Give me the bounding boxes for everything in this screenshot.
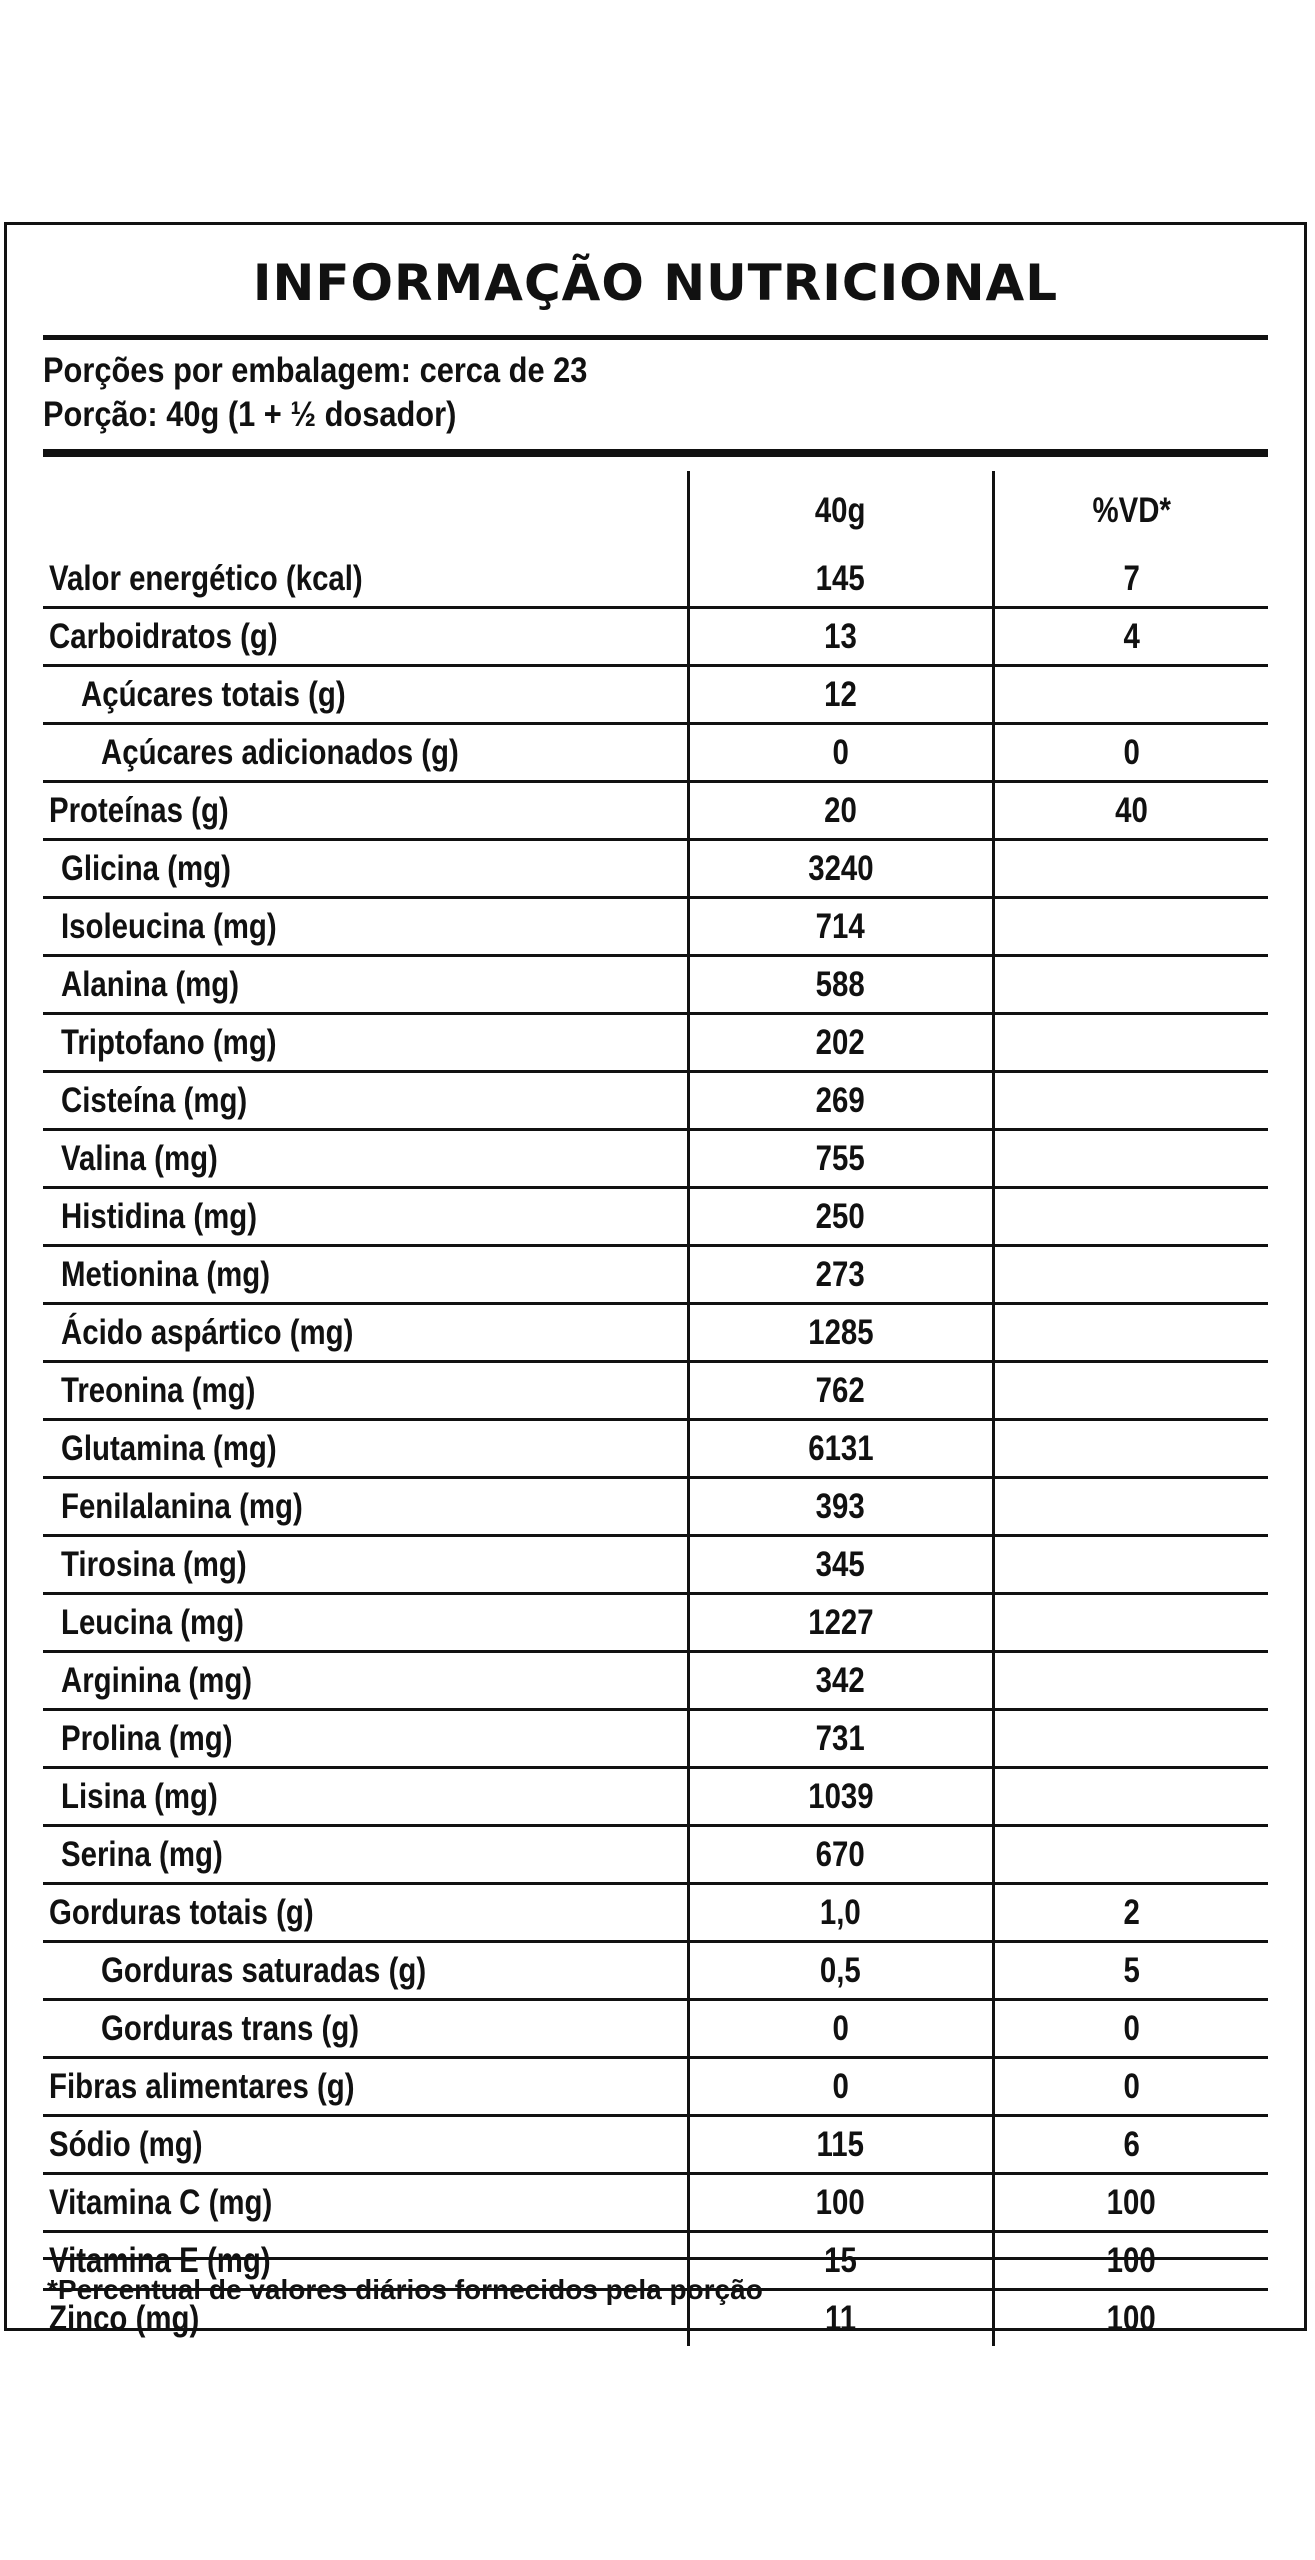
nutrient-amount: 100: [688, 2174, 993, 2232]
table-row: [43, 1942, 1268, 2000]
nutrient-name: Valor energético (kcal): [43, 551, 688, 608]
nutrient-name: Histidina (mg): [43, 1188, 688, 1246]
nutrient-daily-value: [993, 1536, 1268, 1594]
table-row: [43, 1826, 1268, 1884]
table-row: [43, 1130, 1268, 1188]
nutrient-name: Glicina (mg): [43, 840, 688, 898]
footnote: *Percentual de valores diários fornecidos pela porção: [47, 2274, 763, 2305]
nutrient-name: Sódio (mg): [43, 2116, 688, 2174]
nutrient-amount: 0: [688, 2000, 993, 2058]
nutrient-amount: 0: [688, 2058, 993, 2116]
nutrient-daily-value: 0: [993, 724, 1268, 782]
nutrient-daily-value: [993, 1478, 1268, 1536]
nutrient-daily-value: 0: [993, 2000, 1268, 2058]
table-row: [43, 551, 1268, 608]
nutrient-amount: 345: [688, 1536, 993, 1594]
nutrient-amount: 393: [688, 1478, 993, 1536]
nutrient-amount: 0: [688, 724, 993, 782]
table-row: [43, 1884, 1268, 1942]
table-row: [43, 782, 1268, 840]
table-row: [43, 1304, 1268, 1362]
nutrient-name: Serina (mg): [43, 1826, 688, 1884]
nutrient-amount: 250: [688, 1188, 993, 1246]
table-row: [43, 1246, 1268, 1304]
nutrient-daily-value: [993, 1362, 1268, 1420]
nutrient-amount: 1,0: [688, 1884, 993, 1942]
thick-divider: [43, 449, 1268, 457]
nutrient-amount: 202: [688, 1014, 993, 1072]
nutrient-amount: 12: [688, 666, 993, 724]
nutrient-name: Vitamina E (mg): [43, 2232, 688, 2290]
table-row: [43, 666, 1268, 724]
nutrient-name: Açúcares adicionados (g): [43, 724, 688, 782]
servings-per-package: Porções por embalagem: cerca de 23: [43, 351, 588, 390]
nutrient-name: Vitamina C (mg): [43, 2174, 688, 2232]
table-row: [43, 724, 1268, 782]
table-row: [43, 1768, 1268, 1826]
nutrient-daily-value: 6: [993, 2116, 1268, 2174]
nutrient-name: Tirosina (mg): [43, 1536, 688, 1594]
table-row: [43, 1188, 1268, 1246]
nutrient-amount: 714: [688, 898, 993, 956]
nutrient-amount: 115: [688, 2116, 993, 2174]
nutrient-daily-value: [993, 898, 1268, 956]
table-row: [43, 2000, 1268, 2058]
divider: [43, 335, 1268, 340]
table-row: [43, 840, 1268, 898]
nutrition-table-wrap: [43, 471, 1268, 2346]
nutrient-name: Fenilalanina (mg): [43, 1478, 688, 1536]
nutrient-name: Gorduras trans (g): [43, 2000, 688, 2058]
nutrient-daily-value: [993, 1710, 1268, 1768]
table-row: [43, 1652, 1268, 1710]
nutrient-name: Alanina (mg): [43, 956, 688, 1014]
nutrient-daily-value: 7: [993, 551, 1268, 608]
serving-info: [43, 349, 587, 437]
nutrient-daily-value: [993, 1072, 1268, 1130]
serving-size: Porção: 40g (1 + ½ dosador): [43, 395, 457, 434]
nutrient-daily-value: 100: [993, 2290, 1268, 2347]
nutrient-name: Isoleucina (mg): [43, 898, 688, 956]
nutrient-amount: 15: [688, 2232, 993, 2290]
nutrient-name: Leucina (mg): [43, 1594, 688, 1652]
table-row: [43, 1072, 1268, 1130]
nutrient-daily-value: [993, 1420, 1268, 1478]
nutrient-amount: 0,5: [688, 1942, 993, 2000]
table-row: [43, 1710, 1268, 1768]
nutrition-facts-panel: [4, 222, 1307, 2338]
nutrient-daily-value: [993, 1594, 1268, 1652]
nutrient-name: Fibras alimentares (g): [43, 2058, 688, 2116]
nutrient-name: Lisina (mg): [43, 1768, 688, 1826]
nutrient-daily-value: [993, 666, 1268, 724]
nutrient-amount: 755: [688, 1130, 993, 1188]
nutrient-amount: 20: [688, 782, 993, 840]
nutrient-amount: 3240: [688, 840, 993, 898]
nutrient-amount: 670: [688, 1826, 993, 1884]
table-row: [43, 1362, 1268, 1420]
nutrient-amount: 762: [688, 1362, 993, 1420]
nutrient-daily-value: [993, 1188, 1268, 1246]
table-row: [43, 1536, 1268, 1594]
table-row: [43, 2116, 1268, 2174]
nutrient-amount: 1285: [688, 1304, 993, 1362]
table-row: [43, 2058, 1268, 2116]
nutrient-daily-value: 2: [993, 1884, 1268, 1942]
nutrient-daily-value: [993, 1652, 1268, 1710]
nutrient-amount: 731: [688, 1710, 993, 1768]
nutrient-daily-value: 40: [993, 782, 1268, 840]
header-row: [43, 471, 1268, 551]
table-row: [43, 608, 1268, 666]
table-row: [43, 2174, 1268, 2232]
nutrient-name: Cisteína (mg): [43, 1072, 688, 1130]
table-row: [43, 956, 1268, 1014]
nutrient-amount: 342: [688, 1652, 993, 1710]
nutrient-name: Glutamina (mg): [43, 1420, 688, 1478]
nutrient-name: Ácido aspártico (mg): [43, 1304, 688, 1362]
header-vd: %VD*: [993, 471, 1268, 551]
nutrient-daily-value: [993, 1826, 1268, 1884]
nutrient-name: Prolina (mg): [43, 1710, 688, 1768]
header-blank: [43, 471, 688, 551]
table-row: [43, 1478, 1268, 1536]
table-row: [43, 1594, 1268, 1652]
nutrient-name: Triptofano (mg): [43, 1014, 688, 1072]
table-row: [43, 1014, 1268, 1072]
header-qty: 40g: [688, 471, 993, 551]
nutrient-amount: 13: [688, 608, 993, 666]
nutrient-daily-value: 0: [993, 2058, 1268, 2116]
nutrient-daily-value: 4: [993, 608, 1268, 666]
nutrient-name: Gorduras saturadas (g): [43, 1942, 688, 2000]
nutrient-amount: 588: [688, 956, 993, 1014]
nutrient-daily-value: [993, 1130, 1268, 1188]
table-title: INFORMAÇÃO NUTRICIONAL: [252, 254, 1059, 312]
nutrient-name: Açúcares totais (g): [43, 666, 688, 724]
nutrient-daily-value: [993, 1304, 1268, 1362]
nutrient-amount: 1227: [688, 1594, 993, 1652]
nutrient-daily-value: [993, 840, 1268, 898]
nutrient-daily-value: [993, 956, 1268, 1014]
nutrition-table: [43, 471, 1268, 2346]
footer-divider: [43, 2257, 1268, 2260]
nutrient-amount: 269: [688, 1072, 993, 1130]
nutrient-daily-value: 100: [993, 2232, 1268, 2290]
nutrient-name: Treonina (mg): [43, 1362, 688, 1420]
nutrient-name: Zinco (mg): [49, 2298, 200, 2338]
nutrient-daily-value: [993, 1014, 1268, 1072]
nutrient-name: Metionina (mg): [43, 1246, 688, 1304]
nutrient-amount: 1039: [688, 1768, 993, 1826]
nutrient-name: Arginina (mg): [43, 1652, 688, 1710]
nutrient-name: Valina (mg): [43, 1130, 688, 1188]
nutrient-name: Gorduras totais (g): [43, 1884, 688, 1942]
nutrient-amount: 273: [688, 1246, 993, 1304]
nutrient-amount: 11: [688, 2290, 993, 2347]
nutrient-daily-value: [993, 1768, 1268, 1826]
nutrient-amount: 6131: [688, 1420, 993, 1478]
nutrient-name: Proteínas (g): [43, 782, 688, 840]
table-row: [43, 1420, 1268, 1478]
nutrient-name: Carboidratos (g): [43, 608, 688, 666]
nutrient-daily-value: 5: [993, 1942, 1268, 2000]
table-row: [43, 898, 1268, 956]
nutrient-amount: 145: [688, 551, 993, 608]
nutrient-daily-value: 100: [993, 2174, 1268, 2232]
nutrient-daily-value: [993, 1246, 1268, 1304]
